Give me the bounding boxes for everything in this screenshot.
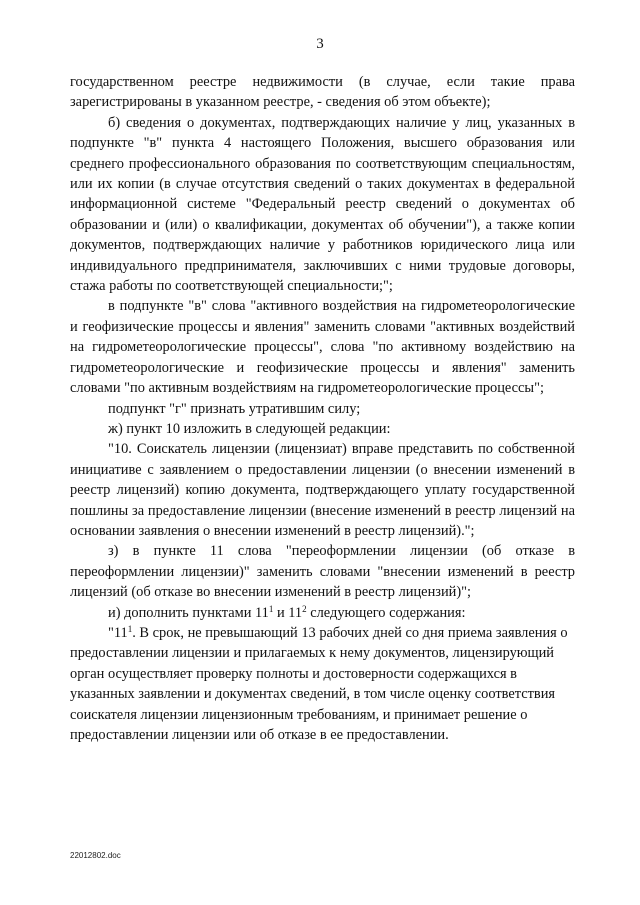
paragraph-clause-10: "10. Соискатель лицензии (лицензиат) вправе представить по собственной инициативе с заявлением о предоставлении лицензии (о внесении изменений в реестр лицензий) копию документа, подтверждающего уплату государственной пошлины за предоставление лицензии (внесение изменений в реестр лицензий на основании заявления о внесении изменений в реестр лицензий).";: [70, 441, 575, 539]
document-code: 22012802.doc: [70, 851, 121, 860]
superscript: 2: [302, 603, 307, 614]
text-fragment: и 11: [273, 604, 303, 621]
text-fragment: . В срок, не превышающий 13 рабочих дней со дня приема заявления о предоставлении лицензии и прилагаемых к нему документов, лицензирующий орган осуществляет проверку полноты и достоверности содержащихся в указанных заявлении и документах сведений, в том числе оценку соответствия соискателя лицензии лицензионным требованиям, и принимает решение о предоставлении лицензии или об отказе в ее предоставлении.: [70, 624, 568, 743]
page-number: 3: [316, 36, 324, 52]
text-fragment: "11: [108, 624, 128, 641]
paragraph-item-i: [70, 603, 575, 623]
paragraph-subitem-v: в подпункте "в" слова "активного воздействия на гидрометеорологические и геофизические процессы и явления" заменить словами "активных воздействий на гидрометеорологические процессы", слова "по активному воздействию на гидрометеорологические и геофизические процессы и явления" заменить словами "по активным воздействиям на гидрометеорологические процессы";: [70, 298, 575, 397]
paragraph-item-zh: ж) пункт 10 изложить в следующей редакции:: [108, 420, 391, 437]
text-fragment: и) дополнить пунктами 11: [108, 604, 269, 621]
paragraph-subitem-g: подпункт "г" признать утратившим силу;: [108, 400, 361, 417]
paragraph-clause-11-1: [70, 623, 575, 745]
paragraph-continuation: государственном реестре недвижимости (в случае, если такие права зарегистрированы в указанном реестре, - сведения об этом объекте);: [70, 74, 575, 111]
document-body: [70, 72, 575, 745]
superscript: 1: [268, 603, 274, 614]
text-fragment: следующего содержания:: [306, 604, 466, 621]
paragraph-item-z: з) в пункте 11 слова "переоформлении лицензии (об отказе в переоформлении лицензии)" заменить словами "внесении изменений в реестр лицензий (об отказе во внесении изменений в реестр лицензий)";: [70, 543, 575, 601]
paragraph-item-b: б) сведения о документах, подтверждающих наличие у лиц, указанных в подпункте "в" пункта 4 настоящего Положения, высшего образования или среднего профессионального образования по соответствующим специальностям, или их копии (в случае отсутствия сведений о таких документах в федеральной информационной системе "Федеральный реестр сведений о документах об образовании и (или) о квалификации, документах об обучении"), а также копии документов, подтверждающих наличие у работников юридического лица или индивидуального предпринимателя, заключивших с ними трудовые договоры, стажа работы по соответствующей специальности;";: [70, 114, 575, 295]
superscript: 1: [127, 623, 133, 634]
